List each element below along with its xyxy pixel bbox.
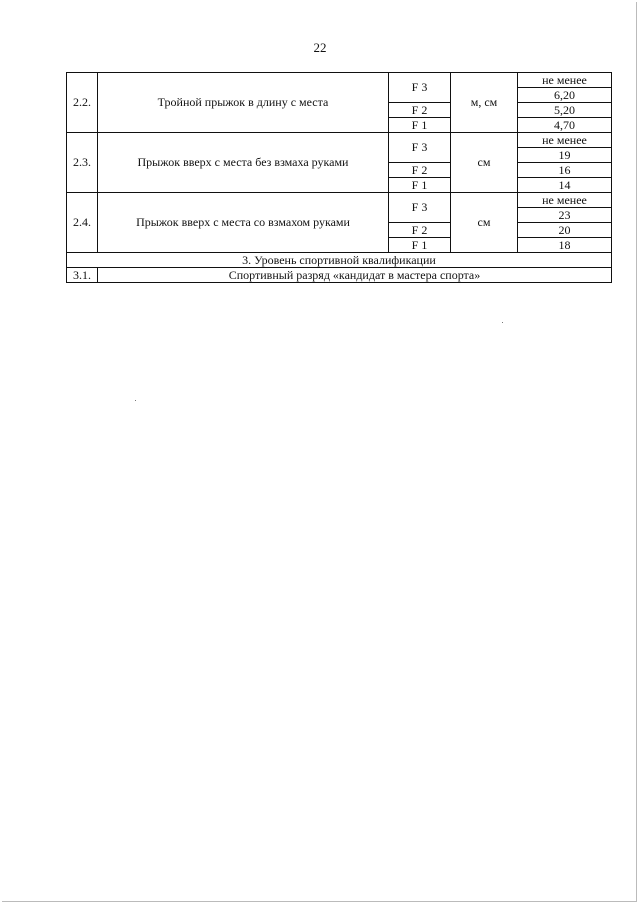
group-f3: F 3 [389, 193, 451, 223]
table-row [67, 133, 612, 148]
value-f1: 4,70 [518, 118, 612, 133]
unit: см [451, 133, 518, 193]
group-f1: F 1 [389, 238, 451, 253]
exercise-name: Прыжок вверх с места без взмаха руками [98, 133, 389, 193]
table-row [67, 193, 612, 208]
min-label: не менее [518, 133, 612, 148]
group-f1: F 1 [389, 118, 451, 133]
value-f3: 19 [518, 148, 612, 163]
section-header-row [67, 253, 612, 268]
standards-table [66, 72, 612, 283]
group-f2: F 2 [389, 163, 451, 178]
value-f1: 14 [518, 178, 612, 193]
group-f2: F 2 [389, 223, 451, 238]
scan-speck [135, 400, 136, 401]
table-row [67, 268, 612, 283]
min-label: не менее [518, 193, 612, 208]
row-number: 2.3. [67, 133, 98, 193]
row-number: 2.2. [67, 73, 98, 133]
exercise-name: Тройной прыжок в длину с места [98, 73, 389, 133]
table-row [67, 73, 612, 88]
exercise-name: Прыжок вверх с места со взмахом руками [98, 193, 389, 253]
section-title: 3. Уровень спортивной квалификации [67, 253, 612, 268]
group-f3: F 3 [389, 133, 451, 163]
row-number: 3.1. [67, 268, 98, 283]
value-f3: 23 [518, 208, 612, 223]
group-f1: F 1 [389, 178, 451, 193]
value-f2: 20 [518, 223, 612, 238]
unit: м, см [451, 73, 518, 133]
value-f2: 16 [518, 163, 612, 178]
scan-speck [502, 322, 503, 323]
value-f2: 5,20 [518, 103, 612, 118]
group-f3: F 3 [389, 73, 451, 103]
value-f3: 6,20 [518, 88, 612, 103]
page-number: 22 [313, 40, 327, 55]
min-label: не менее [518, 73, 612, 88]
row-number: 2.4. [67, 193, 98, 253]
value-f1: 18 [518, 238, 612, 253]
qualification-text: Спортивный разряд «кандидат в мастера спорта» [98, 268, 612, 283]
unit: см [451, 193, 518, 253]
group-f2: F 2 [389, 103, 451, 118]
